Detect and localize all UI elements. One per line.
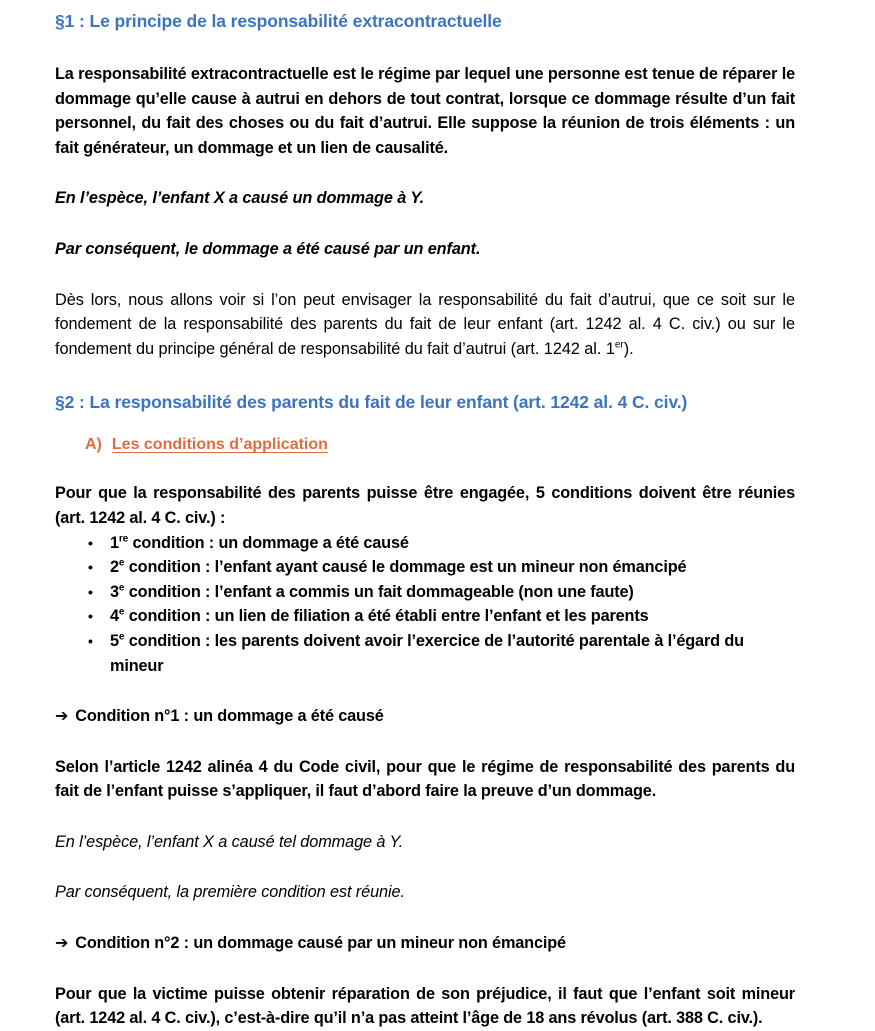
intro-paragraph: La responsabilité extracontractuelle est le régime par lequel une personne est tenue de réparer le dommage qu’elle cause à autrui en dehors de tout contrat, lorsque ce dommage résulte d’un fait personnel, du fait des choses ou du fait d’autrui. Elle suppose la réunion de trois éléments : un fait générateur, un dommage et un lien de causalité. xyxy=(55,65,795,157)
condition-2-heading-text: Condition n°2 : un dommage causé par un mineur non émancipé xyxy=(75,934,566,953)
conditions-list xyxy=(55,531,795,679)
spacer xyxy=(55,160,795,186)
bullet-icon: • xyxy=(88,608,93,625)
arrow-right-icon: ➔ xyxy=(55,706,69,726)
consequent-statement-2: Par conséquent, la première condition est réunie. xyxy=(55,883,405,902)
condition-number: 1 xyxy=(110,533,119,552)
spacer xyxy=(55,455,795,481)
condition-text: condition : les parents doivent avoir l’exercice de l’autorité parentale à l’égard du mineur xyxy=(110,631,744,675)
list-item xyxy=(55,580,795,605)
condition-number: 4 xyxy=(110,607,119,626)
spacer xyxy=(55,804,795,830)
condition-ordinal-superscript: e xyxy=(118,606,125,618)
espece-statement-2: En l’espèce, l’enfant X a causé tel dommage à Y. xyxy=(55,832,404,851)
condition-ordinal-superscript: e xyxy=(118,582,125,594)
subsection-a-title: Les conditions d’application xyxy=(111,436,328,454)
transition-paragraph-superscript: er xyxy=(614,339,624,351)
conditions-intro-paragraph: Pour que la responsabilité des parents puisse être engagée, 5 conditions doivent être réunies (art. 1242 al. 4 C. civ.) : xyxy=(55,484,795,527)
condition-2-paragraph: Pour que la victime puisse obtenir réparation de son préjudice, il faut que l’enfant soit mineur (art. 1242 al. 4 C. civ.), c’est-à-dire qu’il n’a pas atteint l’âge de 18 ans révolus (art. 388 C. civ.). xyxy=(55,984,795,1028)
list-item xyxy=(55,555,795,580)
section-2-heading: §2 : La responsabilité des parents du fait de leur enfant (art. 1242 al. 4 C. civ.) xyxy=(55,392,688,413)
spacer xyxy=(55,905,795,931)
condition-ordinal-superscript: e xyxy=(118,631,125,643)
condition-number: 5 xyxy=(110,631,119,650)
spacer xyxy=(55,361,795,391)
document-content xyxy=(55,10,795,1031)
spacer xyxy=(55,413,795,434)
bullet-icon: • xyxy=(88,534,93,551)
condition-number: 2 xyxy=(110,558,119,577)
transition-paragraph xyxy=(55,288,795,362)
list-item xyxy=(55,604,795,629)
bullet-icon: • xyxy=(88,559,93,576)
arrow-right-icon: ➔ xyxy=(55,933,69,953)
condition-1-heading xyxy=(55,704,795,729)
spacer xyxy=(55,262,795,288)
condition-1-paragraph: Selon l’article 1242 alinéa 4 du Code civil, pour que le régime de responsabilité des parents du fait de l’enfant puisse s’appliquer, il faut d’abord faire la preuve d’un dommage. xyxy=(55,757,795,801)
spacer xyxy=(55,32,795,62)
subsection-a-label: A) xyxy=(85,436,102,454)
espece-statement-1: En l’espèce, l’enfant X a causé un dommage à Y. xyxy=(55,189,425,208)
spacer xyxy=(55,678,795,704)
spacer xyxy=(55,854,795,880)
bullet-icon: • xyxy=(88,632,93,649)
bullet-icon: • xyxy=(88,583,93,600)
condition-text: condition : un lien de filiation a été établi entre l’enfant et les parents xyxy=(124,607,649,626)
condition-text: condition : l’enfant a commis un fait dommageable (non une faute) xyxy=(124,582,634,601)
condition-1-heading-text: Condition n°1 : un dommage a été causé xyxy=(75,707,384,726)
spacer xyxy=(55,729,795,755)
transition-paragraph-text-part1: Dès lors, nous allons voir si l’on peut envisager la responsabilité du fait d’autrui, que ce soit sur le fondement de la responsabilité des parents du fait de leur enfant (art. 1242 al. 4 C. civ.) ou sur le fondement du principe général de responsabilité du fait d’autrui (art. 1242 al. 1 xyxy=(55,290,795,358)
list-item xyxy=(55,531,795,556)
condition-2-heading xyxy=(55,931,795,956)
condition-text: condition : l’enfant ayant causé le dommage est un mineur non émancipé xyxy=(124,558,687,577)
condition-ordinal-superscript: e xyxy=(118,557,125,569)
condition-ordinal-superscript: re xyxy=(118,533,129,545)
subsection-a-heading xyxy=(85,434,795,455)
spacer xyxy=(55,211,795,237)
list-item xyxy=(55,629,795,678)
subsection-a-wrapper xyxy=(55,434,795,455)
consequent-statement-1: Par conséquent, le dommage a été causé par un enfant. xyxy=(55,239,481,258)
condition-number: 3 xyxy=(110,582,119,601)
spacer xyxy=(55,956,795,982)
section-1-heading: §1 : Le principe de la responsabilité extracontractuelle xyxy=(55,11,502,31)
transition-paragraph-text-part2: ). xyxy=(623,339,634,358)
condition-text: condition : un dommage a été causé xyxy=(128,533,409,552)
